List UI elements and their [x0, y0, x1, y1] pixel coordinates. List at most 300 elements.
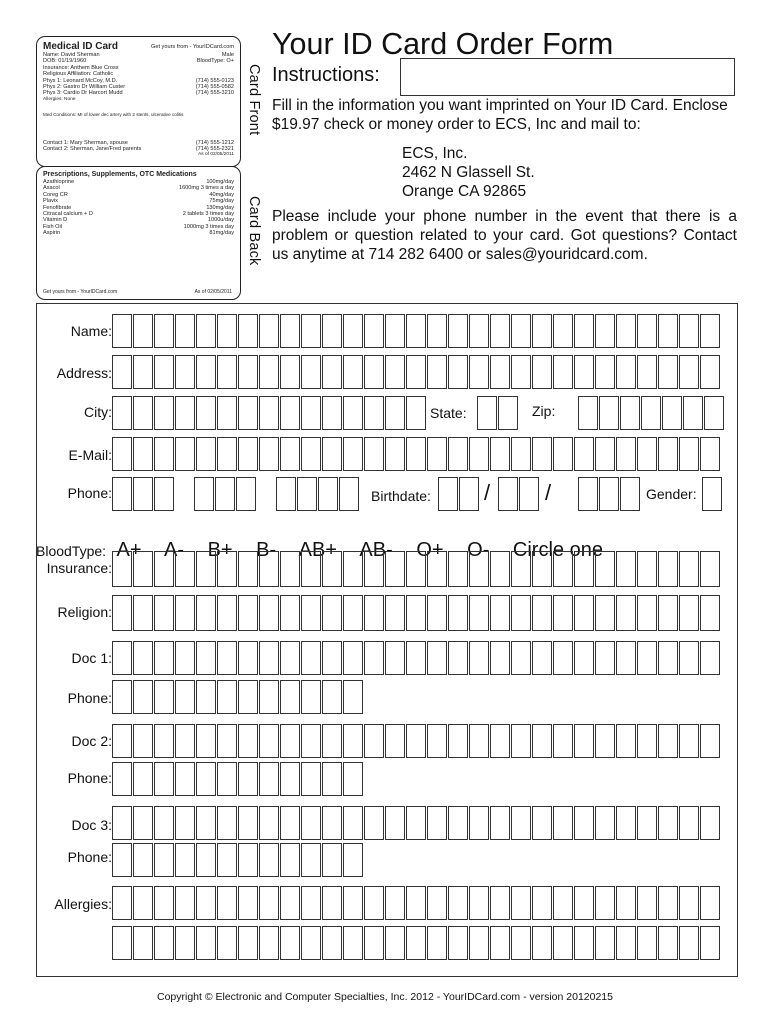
- char-box[interactable]: [343, 437, 363, 471]
- char-box[interactable]: [616, 926, 636, 960]
- char-box[interactable]: [406, 806, 426, 840]
- char-box[interactable]: [658, 926, 678, 960]
- char-box[interactable]: [196, 437, 216, 471]
- char-box[interactable]: [276, 477, 296, 511]
- char-box[interactable]: [511, 641, 531, 675]
- bloodtype-option[interactable]: O+: [416, 539, 444, 561]
- char-box[interactable]: [154, 806, 174, 840]
- char-box[interactable]: [301, 641, 321, 675]
- char-box[interactable]: [196, 551, 216, 587]
- char-box[interactable]: [322, 641, 342, 675]
- char-box[interactable]: [196, 355, 216, 389]
- char-box[interactable]: [112, 314, 132, 348]
- char-box[interactable]: [217, 806, 237, 840]
- char-box[interactable]: [322, 806, 342, 840]
- char-box[interactable]: [532, 595, 552, 631]
- char-box[interactable]: [448, 355, 468, 389]
- char-box[interactable]: [364, 355, 384, 389]
- char-box[interactable]: [322, 355, 342, 389]
- birthdate-day-input[interactable]: [498, 477, 540, 511]
- char-box[interactable]: [385, 886, 405, 920]
- char-box[interactable]: [553, 595, 573, 631]
- char-box[interactable]: [595, 437, 615, 471]
- char-box[interactable]: [616, 806, 636, 840]
- char-box[interactable]: [112, 680, 132, 714]
- char-box[interactable]: [406, 724, 426, 758]
- char-box[interactable]: [217, 926, 237, 960]
- char-box[interactable]: [662, 396, 682, 430]
- char-box[interactable]: [280, 724, 300, 758]
- char-box[interactable]: [259, 843, 279, 877]
- char-box[interactable]: [679, 595, 699, 631]
- char-box[interactable]: [133, 762, 153, 796]
- char-box[interactable]: [448, 886, 468, 920]
- char-box[interactable]: [406, 396, 426, 430]
- char-box[interactable]: [679, 926, 699, 960]
- bloodtype-option[interactable]: A-: [164, 539, 184, 561]
- char-box[interactable]: [532, 806, 552, 840]
- char-box[interactable]: [217, 355, 237, 389]
- char-box[interactable]: [574, 886, 594, 920]
- char-box[interactable]: [364, 926, 384, 960]
- char-box[interactable]: [511, 551, 531, 587]
- char-box[interactable]: [406, 437, 426, 471]
- insurance-input[interactable]: [112, 551, 721, 587]
- char-box[interactable]: [196, 680, 216, 714]
- char-box[interactable]: [217, 437, 237, 471]
- char-box[interactable]: [704, 396, 724, 430]
- char-box[interactable]: [679, 314, 699, 348]
- char-box[interactable]: [322, 680, 342, 714]
- char-box[interactable]: [511, 724, 531, 758]
- char-box[interactable]: [406, 595, 426, 631]
- char-box[interactable]: [301, 680, 321, 714]
- char-box[interactable]: [459, 477, 479, 511]
- char-box[interactable]: [154, 926, 174, 960]
- char-box[interactable]: [238, 551, 258, 587]
- char-box[interactable]: [427, 314, 447, 348]
- char-box[interactable]: [301, 551, 321, 587]
- char-box[interactable]: [578, 396, 598, 430]
- char-box[interactable]: [364, 641, 384, 675]
- char-box[interactable]: [658, 886, 678, 920]
- char-box[interactable]: [574, 314, 594, 348]
- char-box[interactable]: [343, 355, 363, 389]
- char-box[interactable]: [620, 477, 640, 511]
- char-box[interactable]: [364, 886, 384, 920]
- char-box[interactable]: [280, 806, 300, 840]
- char-box[interactable]: [448, 724, 468, 758]
- char-box[interactable]: [196, 886, 216, 920]
- char-box[interactable]: [133, 355, 153, 389]
- char-box[interactable]: [637, 806, 657, 840]
- allergies-input-line-1[interactable]: [112, 886, 721, 920]
- char-box[interactable]: [532, 314, 552, 348]
- char-box[interactable]: [175, 551, 195, 587]
- char-box[interactable]: [616, 724, 636, 758]
- char-box[interactable]: [595, 724, 615, 758]
- address-input[interactable]: [112, 355, 721, 389]
- char-box[interactable]: [616, 595, 636, 631]
- char-box[interactable]: [700, 595, 720, 631]
- char-box[interactable]: [343, 680, 363, 714]
- char-box[interactable]: [280, 355, 300, 389]
- char-box[interactable]: [259, 355, 279, 389]
- char-box[interactable]: [385, 396, 405, 430]
- char-box[interactable]: [175, 886, 195, 920]
- char-box[interactable]: [259, 806, 279, 840]
- char-box[interactable]: [469, 724, 489, 758]
- char-box[interactable]: [217, 396, 237, 430]
- char-box[interactable]: [280, 926, 300, 960]
- char-box[interactable]: [301, 806, 321, 840]
- bloodtype-option[interactable]: A+: [116, 539, 142, 561]
- char-box[interactable]: [658, 314, 678, 348]
- char-box[interactable]: [280, 762, 300, 796]
- char-box[interactable]: [553, 355, 573, 389]
- char-box[interactable]: [427, 355, 447, 389]
- char-box[interactable]: [448, 314, 468, 348]
- char-box[interactable]: [469, 355, 489, 389]
- char-box[interactable]: [599, 396, 619, 430]
- char-box[interactable]: [259, 595, 279, 631]
- char-box[interactable]: [301, 355, 321, 389]
- char-box[interactable]: [532, 355, 552, 389]
- char-box[interactable]: [438, 477, 458, 511]
- char-box[interactable]: [280, 314, 300, 348]
- char-box[interactable]: [322, 551, 342, 587]
- char-box[interactable]: [700, 806, 720, 840]
- char-box[interactable]: [280, 886, 300, 920]
- char-box[interactable]: [154, 680, 174, 714]
- bloodtype-option[interactable]: AB+: [298, 539, 337, 561]
- char-box[interactable]: [112, 551, 132, 587]
- char-box[interactable]: [217, 762, 237, 796]
- char-box[interactable]: [217, 724, 237, 758]
- char-box[interactable]: [154, 551, 174, 587]
- char-box[interactable]: [364, 396, 384, 430]
- char-box[interactable]: [658, 551, 678, 587]
- birthdate-month-input[interactable]: [438, 477, 480, 511]
- char-box[interactable]: [175, 355, 195, 389]
- char-box[interactable]: [133, 477, 153, 511]
- char-box[interactable]: [385, 314, 405, 348]
- char-box[interactable]: [196, 595, 216, 631]
- char-box[interactable]: [679, 806, 699, 840]
- char-box[interactable]: [238, 926, 258, 960]
- char-box[interactable]: [364, 551, 384, 587]
- char-box[interactable]: [112, 806, 132, 840]
- char-box[interactable]: [406, 314, 426, 348]
- char-box[interactable]: [259, 724, 279, 758]
- char-box[interactable]: [700, 437, 720, 471]
- char-box[interactable]: [469, 551, 489, 587]
- char-box[interactable]: [301, 595, 321, 631]
- char-box[interactable]: [280, 641, 300, 675]
- char-box[interactable]: [343, 641, 363, 675]
- char-box[interactable]: [574, 641, 594, 675]
- char-box[interactable]: [679, 355, 699, 389]
- char-box[interactable]: [343, 806, 363, 840]
- char-box[interactable]: [154, 843, 174, 877]
- char-box[interactable]: [196, 806, 216, 840]
- char-box[interactable]: [700, 886, 720, 920]
- char-box[interactable]: [301, 396, 321, 430]
- char-box[interactable]: [301, 843, 321, 877]
- char-box[interactable]: [364, 437, 384, 471]
- char-box[interactable]: [322, 762, 342, 796]
- char-box[interactable]: [469, 595, 489, 631]
- char-box[interactable]: [553, 806, 573, 840]
- char-box[interactable]: [238, 886, 258, 920]
- bloodtype-option[interactable]: B+: [207, 539, 233, 561]
- char-box[interactable]: [683, 396, 703, 430]
- char-box[interactable]: [700, 724, 720, 758]
- char-box[interactable]: [112, 843, 132, 877]
- char-box[interactable]: [322, 724, 342, 758]
- char-box[interactable]: [490, 926, 510, 960]
- char-box[interactable]: [490, 724, 510, 758]
- char-box[interactable]: [490, 551, 510, 587]
- char-box[interactable]: [217, 641, 237, 675]
- char-box[interactable]: [679, 724, 699, 758]
- char-box[interactable]: [490, 355, 510, 389]
- char-box[interactable]: [322, 595, 342, 631]
- char-box[interactable]: [154, 886, 174, 920]
- char-box[interactable]: [511, 595, 531, 631]
- char-box[interactable]: [574, 926, 594, 960]
- char-box[interactable]: [133, 806, 153, 840]
- char-box[interactable]: [133, 926, 153, 960]
- char-box[interactable]: [217, 843, 237, 877]
- char-box[interactable]: [301, 314, 321, 348]
- char-box[interactable]: [469, 437, 489, 471]
- char-box[interactable]: [490, 314, 510, 348]
- char-box[interactable]: [217, 886, 237, 920]
- char-box[interactable]: [702, 477, 722, 511]
- doc3-phone-input[interactable]: [112, 843, 364, 877]
- char-box[interactable]: [532, 926, 552, 960]
- char-box[interactable]: [322, 843, 342, 877]
- char-box[interactable]: [133, 314, 153, 348]
- char-box[interactable]: [637, 926, 657, 960]
- char-box[interactable]: [175, 762, 195, 796]
- char-box[interactable]: [469, 886, 489, 920]
- char-box[interactable]: [679, 886, 699, 920]
- char-box[interactable]: [154, 477, 174, 511]
- char-box[interactable]: [448, 437, 468, 471]
- char-box[interactable]: [175, 926, 195, 960]
- state-input[interactable]: [477, 396, 519, 430]
- char-box[interactable]: [658, 595, 678, 631]
- char-box[interactable]: [637, 641, 657, 675]
- name-input[interactable]: [112, 314, 721, 348]
- char-box[interactable]: [637, 724, 657, 758]
- char-box[interactable]: [679, 641, 699, 675]
- char-box[interactable]: [280, 551, 300, 587]
- char-box[interactable]: [427, 926, 447, 960]
- char-box[interactable]: [196, 843, 216, 877]
- char-box[interactable]: [637, 355, 657, 389]
- char-box[interactable]: [469, 926, 489, 960]
- char-box[interactable]: [448, 595, 468, 631]
- char-box[interactable]: [599, 477, 619, 511]
- char-box[interactable]: [238, 762, 258, 796]
- char-box[interactable]: [427, 595, 447, 631]
- char-box[interactable]: [133, 595, 153, 631]
- char-box[interactable]: [427, 724, 447, 758]
- char-box[interactable]: [112, 762, 132, 796]
- char-box[interactable]: [280, 595, 300, 631]
- char-box[interactable]: [112, 641, 132, 675]
- char-box[interactable]: [385, 355, 405, 389]
- char-box[interactable]: [553, 886, 573, 920]
- char-box[interactable]: [498, 477, 518, 511]
- char-box[interactable]: [637, 595, 657, 631]
- char-box[interactable]: [406, 355, 426, 389]
- char-box[interactable]: [112, 724, 132, 758]
- char-box[interactable]: [343, 396, 363, 430]
- char-box[interactable]: [574, 724, 594, 758]
- char-box[interactable]: [154, 641, 174, 675]
- bloodtype-option[interactable]: AB-: [359, 539, 393, 561]
- char-box[interactable]: [406, 886, 426, 920]
- char-box[interactable]: [595, 355, 615, 389]
- char-box[interactable]: [259, 314, 279, 348]
- char-box[interactable]: [259, 437, 279, 471]
- char-box[interactable]: [532, 886, 552, 920]
- char-box[interactable]: [259, 680, 279, 714]
- char-box[interactable]: [700, 314, 720, 348]
- char-box[interactable]: [427, 886, 447, 920]
- char-box[interactable]: [318, 477, 338, 511]
- char-box[interactable]: [343, 843, 363, 877]
- char-box[interactable]: [637, 551, 657, 587]
- doc2-phone-input[interactable]: [112, 762, 364, 796]
- char-box[interactable]: [112, 437, 132, 471]
- char-box[interactable]: [553, 641, 573, 675]
- char-box[interactable]: [477, 396, 497, 430]
- char-box[interactable]: [574, 551, 594, 587]
- char-box[interactable]: [343, 595, 363, 631]
- char-box[interactable]: [322, 437, 342, 471]
- char-box[interactable]: [641, 396, 661, 430]
- char-box[interactable]: [595, 595, 615, 631]
- char-box[interactable]: [637, 314, 657, 348]
- char-box[interactable]: [301, 437, 321, 471]
- char-box[interactable]: [620, 396, 640, 430]
- char-box[interactable]: [238, 314, 258, 348]
- char-box[interactable]: [385, 641, 405, 675]
- char-box[interactable]: [406, 641, 426, 675]
- doc1-input[interactable]: [112, 641, 721, 675]
- char-box[interactable]: [511, 314, 531, 348]
- char-box[interactable]: [112, 396, 132, 430]
- char-box[interactable]: [280, 437, 300, 471]
- char-box[interactable]: [259, 396, 279, 430]
- char-box[interactable]: [616, 437, 636, 471]
- char-box[interactable]: [343, 551, 363, 587]
- char-box[interactable]: [385, 806, 405, 840]
- char-box[interactable]: [133, 724, 153, 758]
- char-box[interactable]: [553, 551, 573, 587]
- char-box[interactable]: [196, 926, 216, 960]
- char-box[interactable]: [448, 926, 468, 960]
- char-box[interactable]: [175, 843, 195, 877]
- char-box[interactable]: [578, 477, 598, 511]
- char-box[interactable]: [385, 926, 405, 960]
- char-box[interactable]: [448, 806, 468, 840]
- char-box[interactable]: [133, 641, 153, 675]
- char-box[interactable]: [343, 886, 363, 920]
- char-box[interactable]: [322, 926, 342, 960]
- char-box[interactable]: [574, 595, 594, 631]
- char-box[interactable]: [595, 886, 615, 920]
- char-box[interactable]: [519, 477, 539, 511]
- religion-input[interactable]: [112, 595, 721, 631]
- char-box[interactable]: [196, 724, 216, 758]
- char-box[interactable]: [301, 762, 321, 796]
- char-box[interactable]: [175, 314, 195, 348]
- char-box[interactable]: [238, 843, 258, 877]
- city-input[interactable]: [112, 396, 427, 430]
- char-box[interactable]: [490, 886, 510, 920]
- char-box[interactable]: [301, 724, 321, 758]
- char-box[interactable]: [364, 724, 384, 758]
- birthdate-year-input[interactable]: [578, 477, 641, 511]
- allergies-input-line-2[interactable]: [112, 926, 721, 960]
- email-input[interactable]: [112, 437, 721, 471]
- char-box[interactable]: [175, 806, 195, 840]
- char-box[interactable]: [700, 641, 720, 675]
- char-box[interactable]: [175, 437, 195, 471]
- char-box[interactable]: [364, 314, 384, 348]
- char-box[interactable]: [553, 437, 573, 471]
- char-box[interactable]: [238, 396, 258, 430]
- char-box[interactable]: [154, 396, 174, 430]
- char-box[interactable]: [385, 595, 405, 631]
- char-box[interactable]: [658, 806, 678, 840]
- char-box[interactable]: [385, 551, 405, 587]
- doc3-input[interactable]: [112, 806, 721, 840]
- doc2-input[interactable]: [112, 724, 721, 758]
- char-box[interactable]: [280, 680, 300, 714]
- char-box[interactable]: [343, 724, 363, 758]
- char-box[interactable]: [238, 595, 258, 631]
- char-box[interactable]: [448, 551, 468, 587]
- char-box[interactable]: [553, 926, 573, 960]
- char-box[interactable]: [217, 595, 237, 631]
- char-box[interactable]: [301, 926, 321, 960]
- char-box[interactable]: [238, 641, 258, 675]
- char-box[interactable]: [133, 843, 153, 877]
- char-box[interactable]: [511, 926, 531, 960]
- char-box[interactable]: [700, 926, 720, 960]
- bloodtype-option[interactable]: B-: [256, 539, 277, 561]
- char-box[interactable]: [595, 641, 615, 675]
- char-box[interactable]: [448, 641, 468, 675]
- char-box[interactable]: [385, 437, 405, 471]
- char-box[interactable]: [658, 641, 678, 675]
- char-box[interactable]: [259, 641, 279, 675]
- char-box[interactable]: [154, 437, 174, 471]
- char-box[interactable]: [133, 680, 153, 714]
- char-box[interactable]: [175, 724, 195, 758]
- char-box[interactable]: [616, 641, 636, 675]
- char-box[interactable]: [490, 806, 510, 840]
- char-box[interactable]: [322, 886, 342, 920]
- char-box[interactable]: [406, 551, 426, 587]
